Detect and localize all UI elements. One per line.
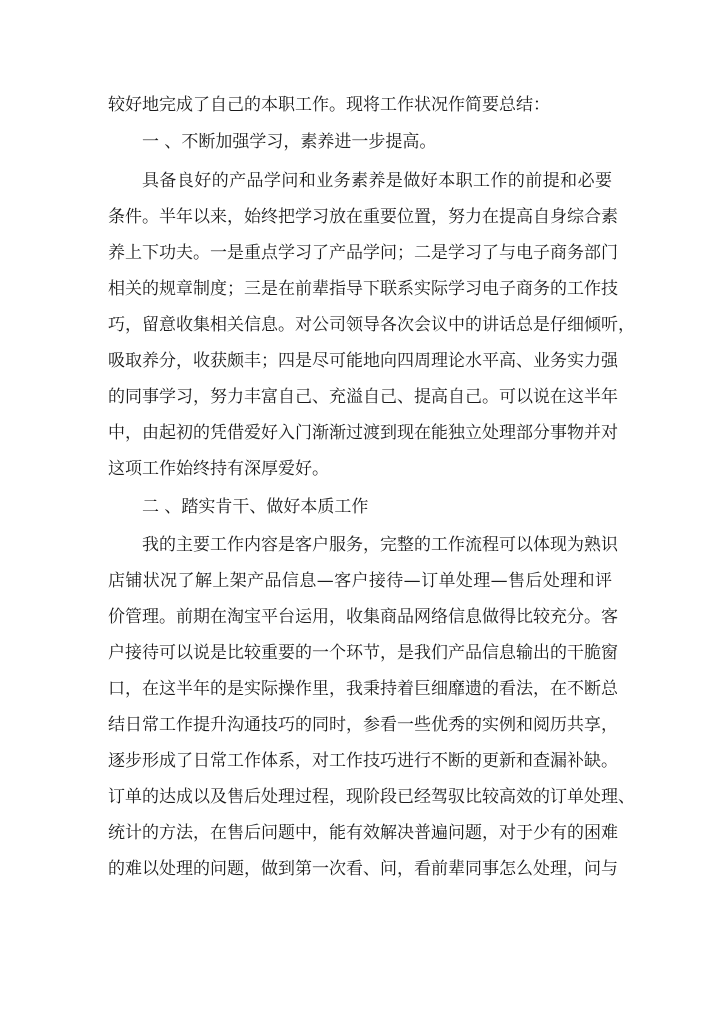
paragraph-line: 较好地完成了自己的本职工作。现将工作状况作简要总结： <box>108 95 550 115</box>
paragraph-line: 吸取养分，收获颇丰；四是尽可能地向四周理论水平高、业务实力强 <box>108 351 618 371</box>
paragraph-line: 中，由起初的凭借爱好入门渐渐过渡到现在能独立处理部分事物并对 <box>108 423 618 443</box>
paragraph-line: 结日常工作提升沟通技巧的同时，参看一些优秀的实例和阅历共享， <box>108 715 618 735</box>
paragraph-line: 条件。半年以来，始终把学习放在重要位置，努力在提高自身综合素 <box>108 207 618 227</box>
paragraph-line: 的难以处理的问题，做到第一次看、问，看前辈同事怎么处理，问与 <box>108 859 618 879</box>
paragraph-line: 口，在这半年的是实际操作里，我秉持着巨细靡遗的看法，在不断总 <box>108 679 618 699</box>
paragraph-line: 养上下功夫。一是重点学习了产品学问；二是学习了与电子商务部门 <box>108 243 618 263</box>
paragraph-line: 统计的方法，在售后问题中，能有效解决普遍问题，对于少有的困难 <box>108 823 618 843</box>
section-heading: 二 、踏实肯干、做好本质工作 <box>142 497 369 517</box>
paragraph-line: 这项工作始终持有深厚爱好。 <box>108 459 329 479</box>
paragraph-line: 巧，留意收集相关信息。对公司领导各次会议中的讲话总是仔细倾听， <box>108 315 635 335</box>
paragraph-line: 的同事学习，努力丰富自己、充溢自己、提高自己。可以说在这半年 <box>108 387 618 407</box>
paragraph-line: 我的主要工作内容是客户服务，完整的工作流程可以体现为熟识 <box>142 535 618 555</box>
paragraph-line: 店铺状况了解上架产品信息—客户接待—订单处理—售后处理和评 <box>108 571 612 591</box>
paragraph-line: 逐步形成了日常工作体系，对工作技巧进行不断的更新和查漏补缺。 <box>108 751 618 771</box>
paragraph-line: 具备良好的产品学问和业务素养是做好本职工作的前提和必要 <box>142 171 612 191</box>
section-heading: 一 、不断加强学习，素养进一步提高。 <box>142 132 437 152</box>
paragraph-line: 户接待可以说是比较重要的一个环节，是我们产品信息输出的干脆窗 <box>108 643 618 663</box>
paragraph-line: 价管理。前期在淘宝平台运用，收集商品网络信息做得比较充分。客 <box>108 607 618 627</box>
paragraph-line: 订单的达成以及售后处理过程，现阶段已经驾驭比较高效的订单处理、 <box>108 787 635 807</box>
paragraph-line: 相关的规章制度；三是在前辈指导下联系实际学习电子商务的工作技 <box>108 279 618 299</box>
